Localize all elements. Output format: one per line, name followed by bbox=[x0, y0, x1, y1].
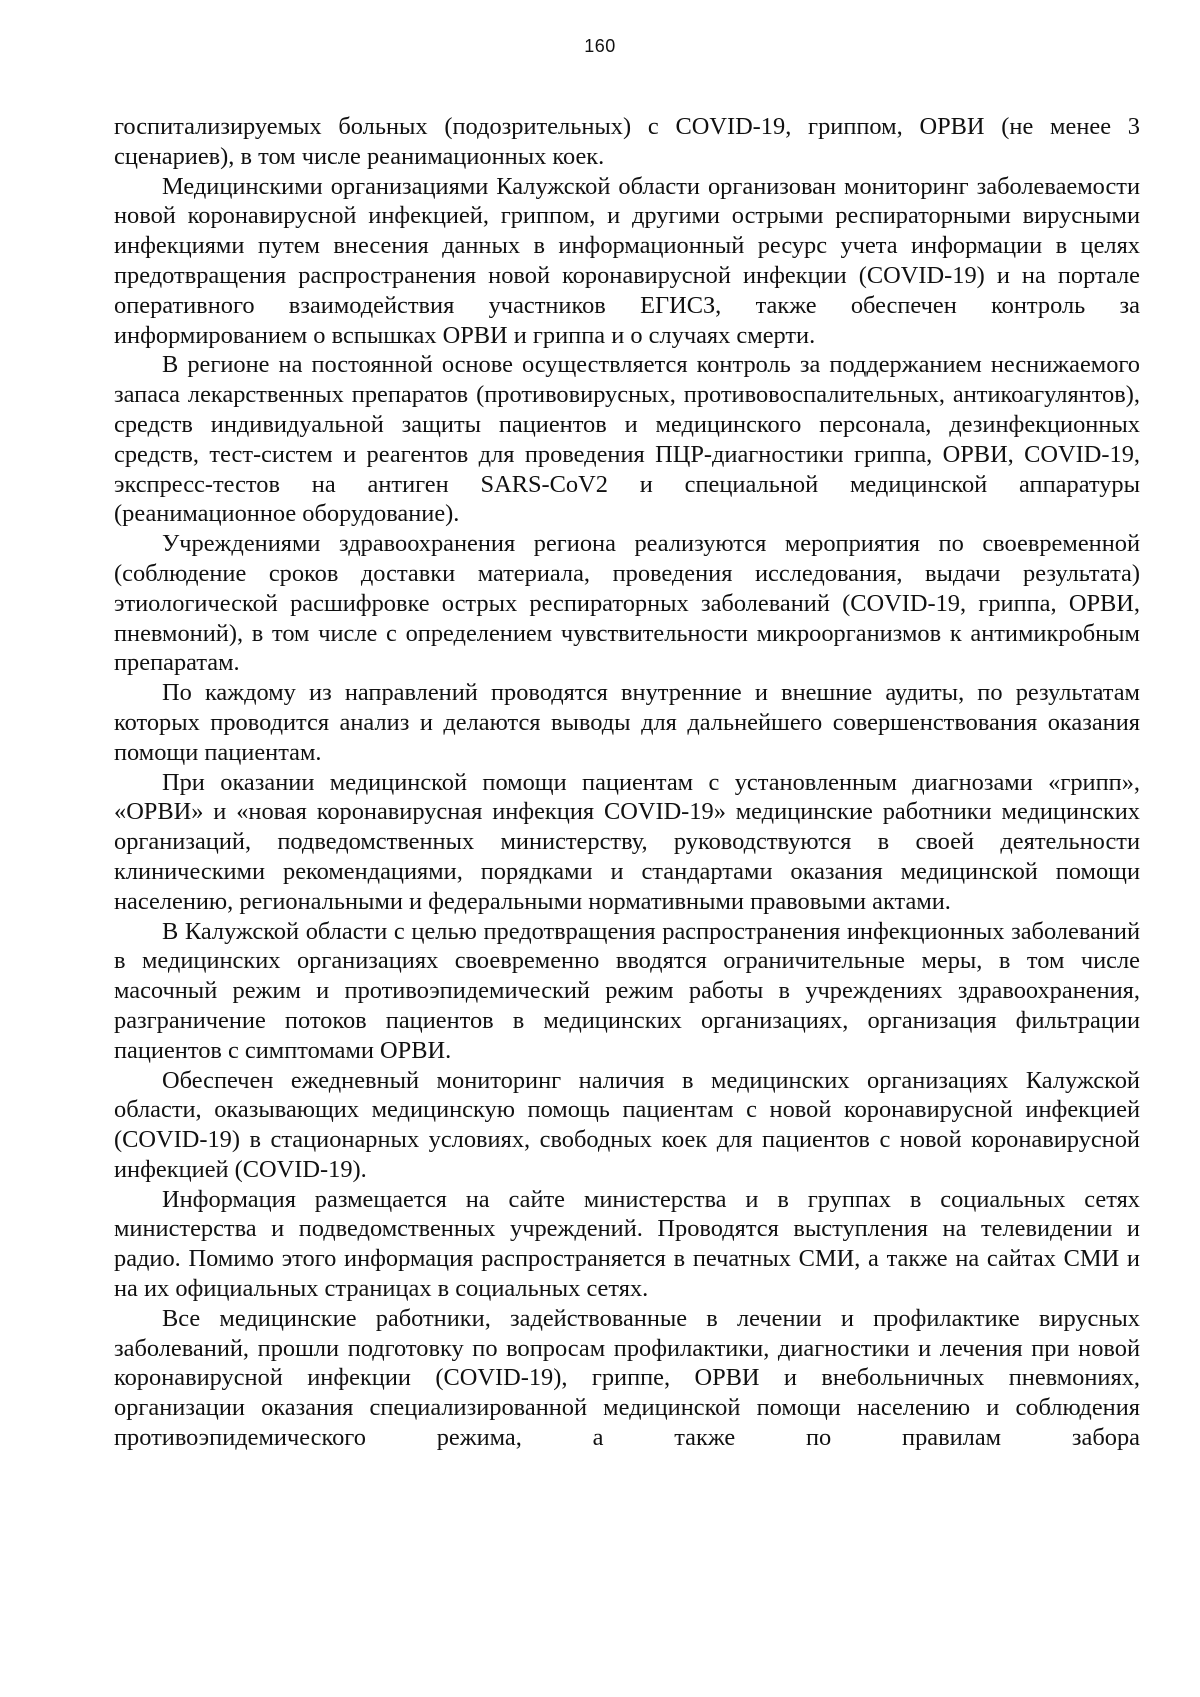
paragraph: В Калужской области с целью предотвращения распространения инфекционных заболеваний в медицинских организациях своевременно вводятся ограничительные меры, в том числе масочный режим и противоэпидемический режим работы в учреждениях здравоохранения, разграничение потоков пациентов в медицинских организациях, организация фильтрации пациентов с симптомами ОРВИ. bbox=[114, 917, 1140, 1064]
page-number: 160 bbox=[584, 36, 616, 56]
paragraph: Обеспечен ежедневный мониторинг наличия в медицинских организациях Калужской области, оказывающих медицинскую помощь пациентам с новой коронавирусной инфекцией (COVID-19) в стационарных условиях, свободных коек для пациентов с новой коронавирусной инфекцией (COVID-19). bbox=[114, 1066, 1140, 1183]
paragraph: Все медицинские работники, задействованные в лечении и профилактике вирусных заболеваний, прошли подготовку по вопросам профилактики, диагностики и лечения при новой коронавирусной инфекции (COVID-19), гриппе, ОРВИ и внебольничных пневмониях, организации оказания специализированной медицинской помощи населению и соблюдения противоэпидемического режима, а также по правилам забора bbox=[114, 1304, 1140, 1452]
paragraph: Учреждениями здравоохранения региона реализуются мероприятия по своевременной (соблюдение сроков доставки материала, проведения исследования, выдачи результата) этиологической расшифровке острых респираторных заболеваний (COVID-19, гриппа, ОРВИ, пневмоний), в том числе с определением чувствительности микроорганизмов к антимикробным препаратам. bbox=[114, 530, 1140, 677]
paragraph: По каждому из направлений проводятся внутренние и внешние аудиты, по результатам которых проводится анализ и делаются выводы для дальнейшего совершенствования оказания помощи пациентам. bbox=[114, 679, 1140, 766]
paragraph: Информация размещается на сайте министерства и в группах в социальных сетях министерства и подведомственных учреждений. Проводятся выступления на телевидении и радио. Помимо этого информация распространяется в печатных СМИ, а также на сайтах СМИ и на их официальных страницах в социальных сетях. bbox=[114, 1185, 1140, 1303]
document-body bbox=[114, 112, 1140, 1453]
paragraph: В регионе на постоянной основе осуществляется контроль за поддержанием неснижаемого запаса лекарственных препаратов (противовирусных, противовоспалительных, антикоагулянтов), средств индивидуальной защиты пациентов и медицинского персонала, дезинфекционных средств, тест-систем и реагентов для проведения ПЦР-диагностики гриппа, ОРВИ, COVID-19, экспресс-тестов на антиген SARS-CoV2 и специальной медицинской аппаратуры (реанимационное оборудование). bbox=[114, 351, 1140, 528]
paragraph: При оказании медицинской помощи пациентам с установленным диагнозами «грипп», «ОРВИ» и «новая коронавирусная инфекция COVID-19» медицинские работники медицинских организаций, подведомственных министерству, руководствуются в своей деятельности клиническими рекомендациями, порядками и стандартами оказания медицинской помощи населению, региональными и федеральными нормативными правовыми актами. bbox=[114, 768, 1140, 915]
paragraph: госпитализируемых больных (подозрительных) с COVID-19, гриппом, ОРВИ (не менее 3 сценариев), в том числе реанимационных коек. bbox=[114, 113, 1140, 170]
paragraph: Медицинскими организациями Калужской области организован мониторинг заболеваемости новой коронавирусной инфекцией, гриппом, и другими острыми респираторными вирусными инфекциями путем внесения данных в информационный ресурс учета информации в целях предотвращения распространения новой коронавирусной инфекции (COVID-19) и на портале оперативного взаимодействия участников ЕГИСЗ, также обеспечен контроль за информированием о вспышках ОРВИ и гриппа и о случаях смерти. bbox=[114, 172, 1140, 349]
